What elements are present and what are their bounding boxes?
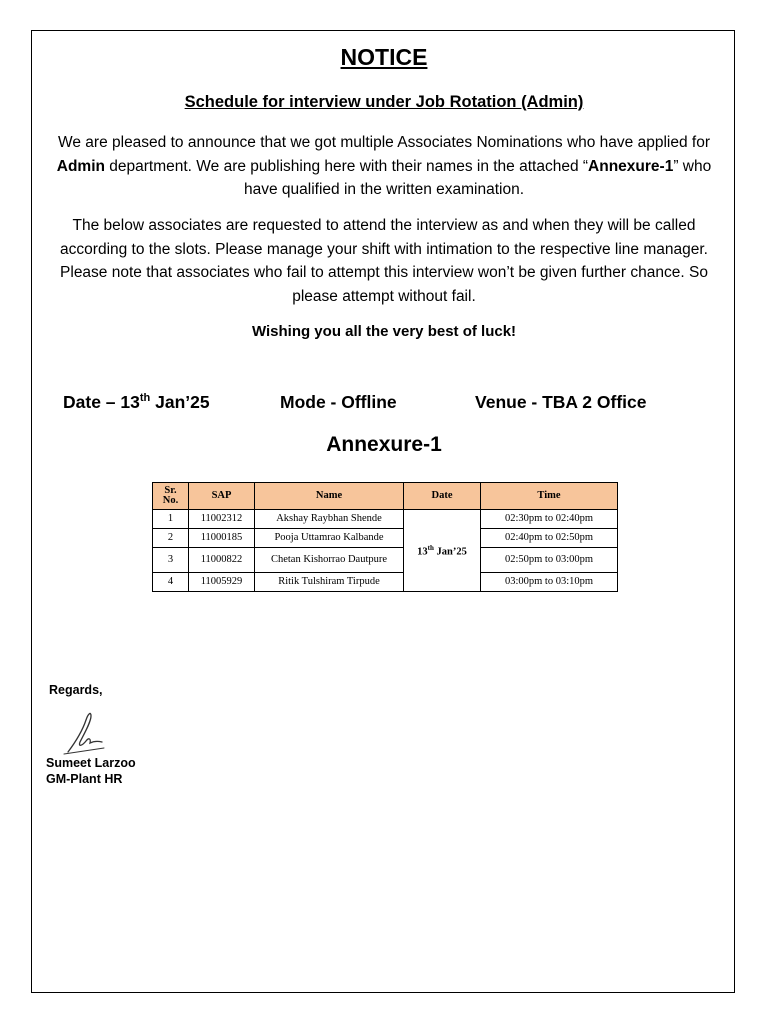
cell-name: Akshay Raybhan Shende (255, 510, 404, 529)
annexure-title: Annexure-1 (326, 433, 442, 456)
header-name: Name (255, 483, 404, 510)
table-row (153, 573, 618, 592)
cell-time: 02:40pm to 02:50pm (481, 529, 618, 548)
cell-time: 03:00pm to 03:10pm (481, 573, 618, 592)
signature-icon (60, 708, 110, 756)
cell-time: 02:50pm to 03:00pm (481, 548, 618, 573)
date-cell-superscript: th (427, 544, 434, 553)
cell-sr: 3 (153, 548, 189, 573)
notice-title: NOTICE (340, 44, 428, 70)
table-header-row (153, 483, 618, 510)
header-time: Time (481, 483, 618, 510)
table-row (153, 529, 618, 548)
date-suffix: Jan’25 (150, 392, 210, 412)
schedule-table (152, 482, 618, 592)
interview-mode: Mode - Offline (280, 392, 397, 412)
header-sr-line2: No. (162, 495, 179, 506)
date-prefix: Date – 13 (63, 392, 140, 412)
cell-sap: 11000185 (189, 529, 255, 548)
cell-name: Chetan Kishorrao Dautpure (255, 548, 404, 573)
intro-bold-admin: Admin (56, 157, 105, 175)
notice-subtitle: Schedule for interview under Job Rotation (Admin) (184, 93, 584, 111)
cell-sr: 4 (153, 573, 189, 592)
cell-name: Ritik Tulshiram Tirpude (255, 573, 404, 592)
cell-sr: 1 (153, 510, 189, 529)
interview-date (63, 392, 210, 413)
signer-title: GM-Plant HR (46, 772, 123, 786)
intro-paragraph (44, 131, 724, 202)
cell-date (404, 510, 481, 592)
intro-text-3: ” who have qualified in the written examination. (243, 157, 712, 198)
header-sr-line1: Sr. (164, 485, 177, 496)
date-cell-prefix: 13 (417, 546, 428, 558)
intro-text-2: department. We are publishing here with their names in the attached “ (104, 157, 589, 175)
intro-bold-annexure: Annexure-1 (588, 157, 674, 175)
table-row (153, 548, 618, 573)
regards-text: Regards, (49, 683, 103, 697)
cell-sr: 2 (153, 529, 189, 548)
date-superscript: th (139, 392, 151, 405)
header-date: Date (404, 483, 481, 510)
cell-name: Pooja Uttamrao Kalbande (255, 529, 404, 548)
signer-name: Sumeet Larzoo (46, 756, 136, 770)
interview-venue: Venue - TBA 2 Office (475, 392, 647, 412)
header-sr-no (153, 483, 189, 510)
header-sap: SAP (189, 483, 255, 510)
wish-line: Wishing you all the very best of luck! (251, 323, 517, 340)
cell-sap: 11000822 (189, 548, 255, 573)
intro-text-1: We are pleased to announce that we got multiple Associates Nominations who have applied for (58, 134, 710, 151)
date-cell-suffix: Jan’25 (433, 546, 467, 558)
cell-sap: 11002312 (189, 510, 255, 529)
signer-block (46, 755, 136, 787)
cell-time: 02:30pm to 02:40pm (481, 510, 618, 529)
instructions-paragraph: The below associates are requested to attend the interview as and when they will be called according to the slots. Please manage your shift with intimation to the respective line manager. Please note that associates who fail to attempt this interview won’t be given further chance. So please attempt without fail. (60, 217, 708, 305)
table-row (153, 510, 618, 529)
cell-sap: 11005929 (189, 573, 255, 592)
